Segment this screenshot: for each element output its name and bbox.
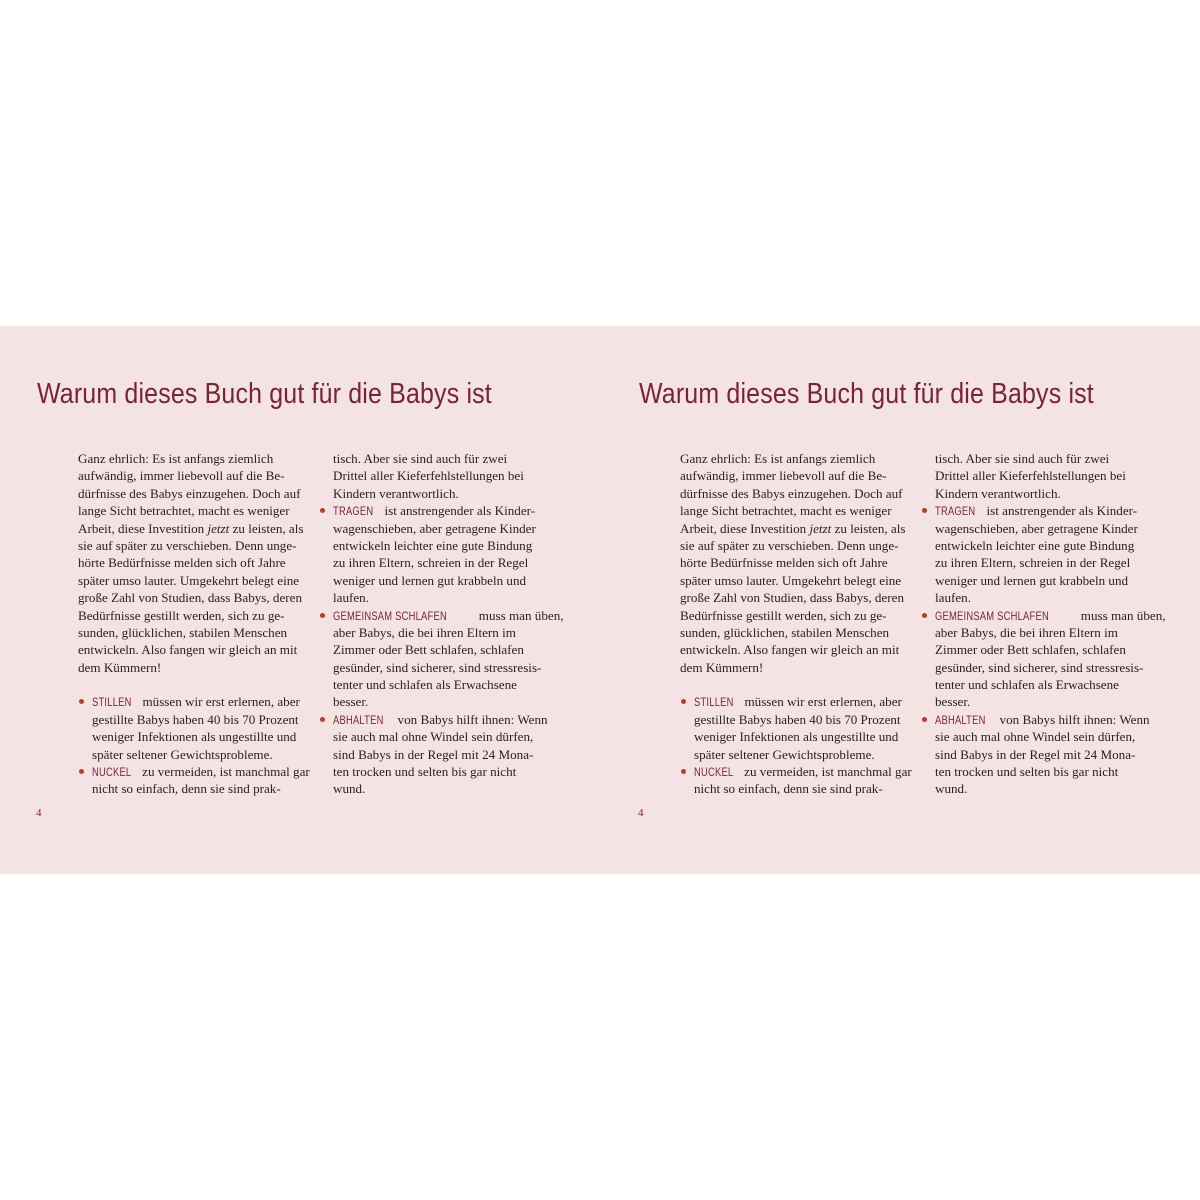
bullet-list: [694, 693, 912, 797]
body-text-line: große Zahl von Studien, dass Babys, deren: [78, 590, 303, 606]
list-item: [935, 711, 1151, 798]
paragraph-gap: [78, 676, 304, 693]
list-item: [694, 763, 912, 798]
body-text-line: besser.: [935, 694, 971, 710]
bullet-dot-icon: [320, 508, 325, 513]
body-text-line: später umso lauter. Umgekehrt belegt eine: [680, 572, 902, 588]
emphasis-text: jetzt: [809, 520, 832, 536]
body-text-line: später umso lauter. Umgekehrt belegt eine: [78, 572, 300, 588]
bullet-dot-icon: [922, 613, 927, 618]
body-text-line: sie auch mal ohne Windel sein dürfen,: [333, 729, 534, 745]
bullet-dot-icon: [79, 699, 84, 704]
body-text-line: sind Babys in der Regel mit 24 Mona-: [333, 746, 534, 762]
body-text-line: gestillte Babys haben 40 bis 70 Prozent: [694, 711, 901, 727]
bullet-first-line: [694, 763, 912, 780]
list-item: [935, 607, 1166, 711]
body-text-line: weniger Infektionen als ungestillte und: [694, 729, 899, 745]
bullet-text: müssen wir erst erlernen, aber: [139, 694, 300, 710]
text-column-1: [680, 450, 912, 798]
body-text-line: dürfnisse des Babys einzugehen. Doch auf: [680, 485, 903, 501]
bullet-dot-icon: [681, 769, 686, 774]
body-text-line: entwickeln leichter eine gute Bindung: [935, 537, 1135, 553]
body-text-line: tisch. Aber sie sind auch für zwei: [935, 451, 1110, 466]
bullet-text: muss man üben,: [475, 607, 564, 623]
body-text-line: Drittel aller Kieferfehlstellungen bei: [333, 468, 524, 484]
body-text-line: sind Babys in der Regel mit 24 Mona-: [935, 746, 1136, 762]
body-text-line: Drittel aller Kieferfehlstellungen bei: [935, 468, 1126, 484]
page-number: 4: [638, 807, 644, 819]
body-text-line: wagenschieben, aber getragene Kinder: [935, 520, 1138, 536]
body-text-line: entwickeln leichter eine gute Bindung: [333, 537, 533, 553]
body-text-line: lange Sicht betrachtet, macht es weniger: [680, 503, 892, 519]
body-text-line: tisch. Aber sie sind auch für zwei: [333, 451, 508, 466]
list-item: [92, 763, 310, 798]
body-text-line: aufwändig, immer liebevoll auf die Be-: [680, 468, 887, 484]
body-text-line: zu ihren Eltern, schreien in der Regel: [935, 555, 1131, 571]
body-text-line: gesünder, sind sicherer, sind stressresis-: [333, 659, 542, 675]
page-title: Warum dieses Buch gut für die Babys ist: [639, 378, 1094, 410]
bullet-list: [92, 693, 310, 797]
bullet-term: TRAGEN: [333, 504, 374, 519]
bullet-term: GEMEINSAM SCHLAFEN: [333, 608, 447, 623]
body-text-line: wagenschieben, aber getragene Kinder: [333, 520, 536, 536]
body-text-line: Arbeit, diese Investition jetzt zu leisten, als: [680, 520, 906, 536]
body-text-line: Ganz ehrlich: Es ist anfangs ziemlich: [680, 451, 876, 466]
body-text-line: dem Kümmern!: [680, 659, 764, 675]
body-text-line: später seltener Gewichtsprobleme.: [92, 746, 273, 762]
body-text-line: nicht so einfach, denn sie sind prak-: [694, 781, 883, 797]
body-text-line: gesünder, sind sicherer, sind stressresis-: [935, 659, 1144, 675]
bullet-dot-icon: [922, 508, 927, 513]
body-text-line: später seltener Gewichtsprobleme.: [694, 746, 875, 762]
body-text-line: Ganz ehrlich: Es ist anfangs ziemlich: [78, 451, 274, 466]
list-item: [333, 607, 564, 711]
body-text-line: dürfnisse des Babys einzugehen. Doch auf: [78, 485, 301, 501]
body-text-line: ten trocken und selten bis gar nicht: [935, 764, 1119, 780]
body-text-line: Kindern verantwortlich.: [333, 485, 459, 501]
bullet-first-line: [333, 607, 564, 624]
body-text-line: sie auf später zu verschieben. Denn unge-: [78, 537, 297, 553]
body-text-line: ten trocken und selten bis gar nicht: [333, 764, 517, 780]
body-text-line: sunden, glücklichen, stabilen Menschen: [680, 624, 890, 640]
body-text-line: laufen.: [935, 590, 971, 606]
body-text-line: tenter und schlafen als Erwachsene: [935, 677, 1119, 693]
bullet-text: von Babys hilft ihnen: Wenn: [996, 711, 1150, 727]
bullet-term: TRAGEN: [935, 504, 976, 519]
body-text-line: besser.: [333, 694, 369, 710]
text-column-1: [78, 450, 310, 798]
body-text-line: entwickeln. Also fangen wir gleich an mit: [78, 642, 298, 658]
bullet-list: [935, 502, 1166, 798]
body-text-line: dem Kümmern!: [78, 659, 162, 675]
bullet-term: NUCKEL: [92, 765, 132, 780]
body-text-line: Zimmer oder Bett schlafen, schlafen: [333, 642, 524, 658]
bullet-term: STILLEN: [694, 695, 734, 710]
bullet-first-line: [92, 693, 304, 710]
bullet-first-line: [935, 607, 1166, 624]
body-text-line: wund.: [333, 781, 366, 797]
left-page: [0, 326, 600, 874]
bullet-dot-icon: [922, 717, 927, 722]
paragraph-gap: [680, 676, 906, 693]
body-text-line: sie auf später zu verschieben. Denn unge-: [680, 537, 899, 553]
body-text-line: nicht so einfach, denn sie sind prak-: [92, 781, 281, 797]
body-text-line: Kindern verantwortlich.: [935, 485, 1061, 501]
page-title: Warum dieses Buch gut für die Babys ist: [37, 378, 492, 410]
body-text-line: hörte Bedürfnisse melden sich oft Jahre: [78, 555, 286, 571]
bullet-term: ABHALTEN: [333, 712, 384, 727]
body-text-line: sie auch mal ohne Windel sein dürfen,: [935, 729, 1136, 745]
body-text-line: sunden, glücklichen, stabilen Menschen: [78, 624, 288, 640]
list-item: [333, 711, 549, 798]
emphasis-text: jetzt: [207, 520, 230, 536]
body-text-line: aufwändig, immer liebevoll auf die Be-: [78, 468, 285, 484]
text-column-2: [333, 450, 564, 798]
body-text-line: Bedürfnisse gestillt werden, sich zu ge-: [78, 607, 285, 623]
list-item: [333, 502, 549, 606]
body-text-line: lange Sicht betrachtet, macht es weniger: [78, 503, 290, 519]
body-text-line: große Zahl von Studien, dass Babys, deren: [680, 590, 905, 606]
bullet-first-line: [92, 763, 310, 780]
body-text-line: entwickeln. Also fangen wir gleich an mit: [680, 642, 900, 658]
bullet-dot-icon: [320, 717, 325, 722]
list-item: [92, 693, 304, 763]
bullet-first-line: [333, 711, 549, 728]
bullet-term: ABHALTEN: [935, 712, 986, 727]
bullet-first-line: [333, 502, 549, 519]
text-column-2: [935, 450, 1166, 798]
body-text-line: Zimmer oder Bett schlafen, schlafen: [935, 642, 1126, 658]
bullet-text: ist anstrengender als Kinder-: [381, 503, 536, 519]
page-number: 4: [36, 807, 42, 819]
bullet-dot-icon: [681, 699, 686, 704]
body-text-line: gestillte Babys haben 40 bis 70 Prozent: [92, 711, 299, 727]
body-text-line: wund.: [935, 781, 968, 797]
bullet-dot-icon: [320, 613, 325, 618]
bullet-text: zu vermeiden, ist manchmal gar: [138, 764, 310, 780]
bullet-list: [333, 502, 564, 798]
bullet-text: müssen wir erst erlernen, aber: [741, 694, 902, 710]
bullet-text: von Babys hilft ihnen: Wenn: [394, 711, 548, 727]
body-text-line: weniger Infektionen als ungestillte und: [92, 729, 297, 745]
bullet-text: ist anstrengender als Kinder-: [983, 503, 1138, 519]
bullet-first-line: [694, 693, 906, 710]
bullet-first-line: [935, 711, 1151, 728]
bullet-text: zu vermeiden, ist manchmal gar: [740, 764, 912, 780]
body-text-line: aber Babys, die bei ihren Eltern im: [333, 624, 516, 640]
bullet-text: muss man üben,: [1077, 607, 1166, 623]
body-text-line: hörte Bedürfnisse melden sich oft Jahre: [680, 555, 888, 571]
body-text-line: aber Babys, die bei ihren Eltern im: [935, 624, 1118, 640]
bullet-term: GEMEINSAM SCHLAFEN: [935, 608, 1049, 623]
bullet-term: STILLEN: [92, 695, 132, 710]
body-text-line: tenter und schlafen als Erwachsene: [333, 677, 517, 693]
bullet-term: NUCKEL: [694, 765, 734, 780]
list-item: [935, 502, 1151, 606]
bullet-dot-icon: [79, 769, 84, 774]
body-text-line: weniger und lernen gut krabbeln und: [333, 572, 527, 588]
body-text-line: weniger und lernen gut krabbeln und: [935, 572, 1129, 588]
body-text-line: Bedürfnisse gestillt werden, sich zu ge-: [680, 607, 887, 623]
body-text-line: laufen.: [333, 590, 369, 606]
body-text-line: zu ihren Eltern, schreien in der Regel: [333, 555, 529, 571]
right-page: [602, 326, 1200, 874]
body-text-line: Arbeit, diese Investition jetzt zu leisten, als: [78, 520, 304, 536]
list-item: [694, 693, 906, 763]
bullet-first-line: [935, 502, 1151, 519]
